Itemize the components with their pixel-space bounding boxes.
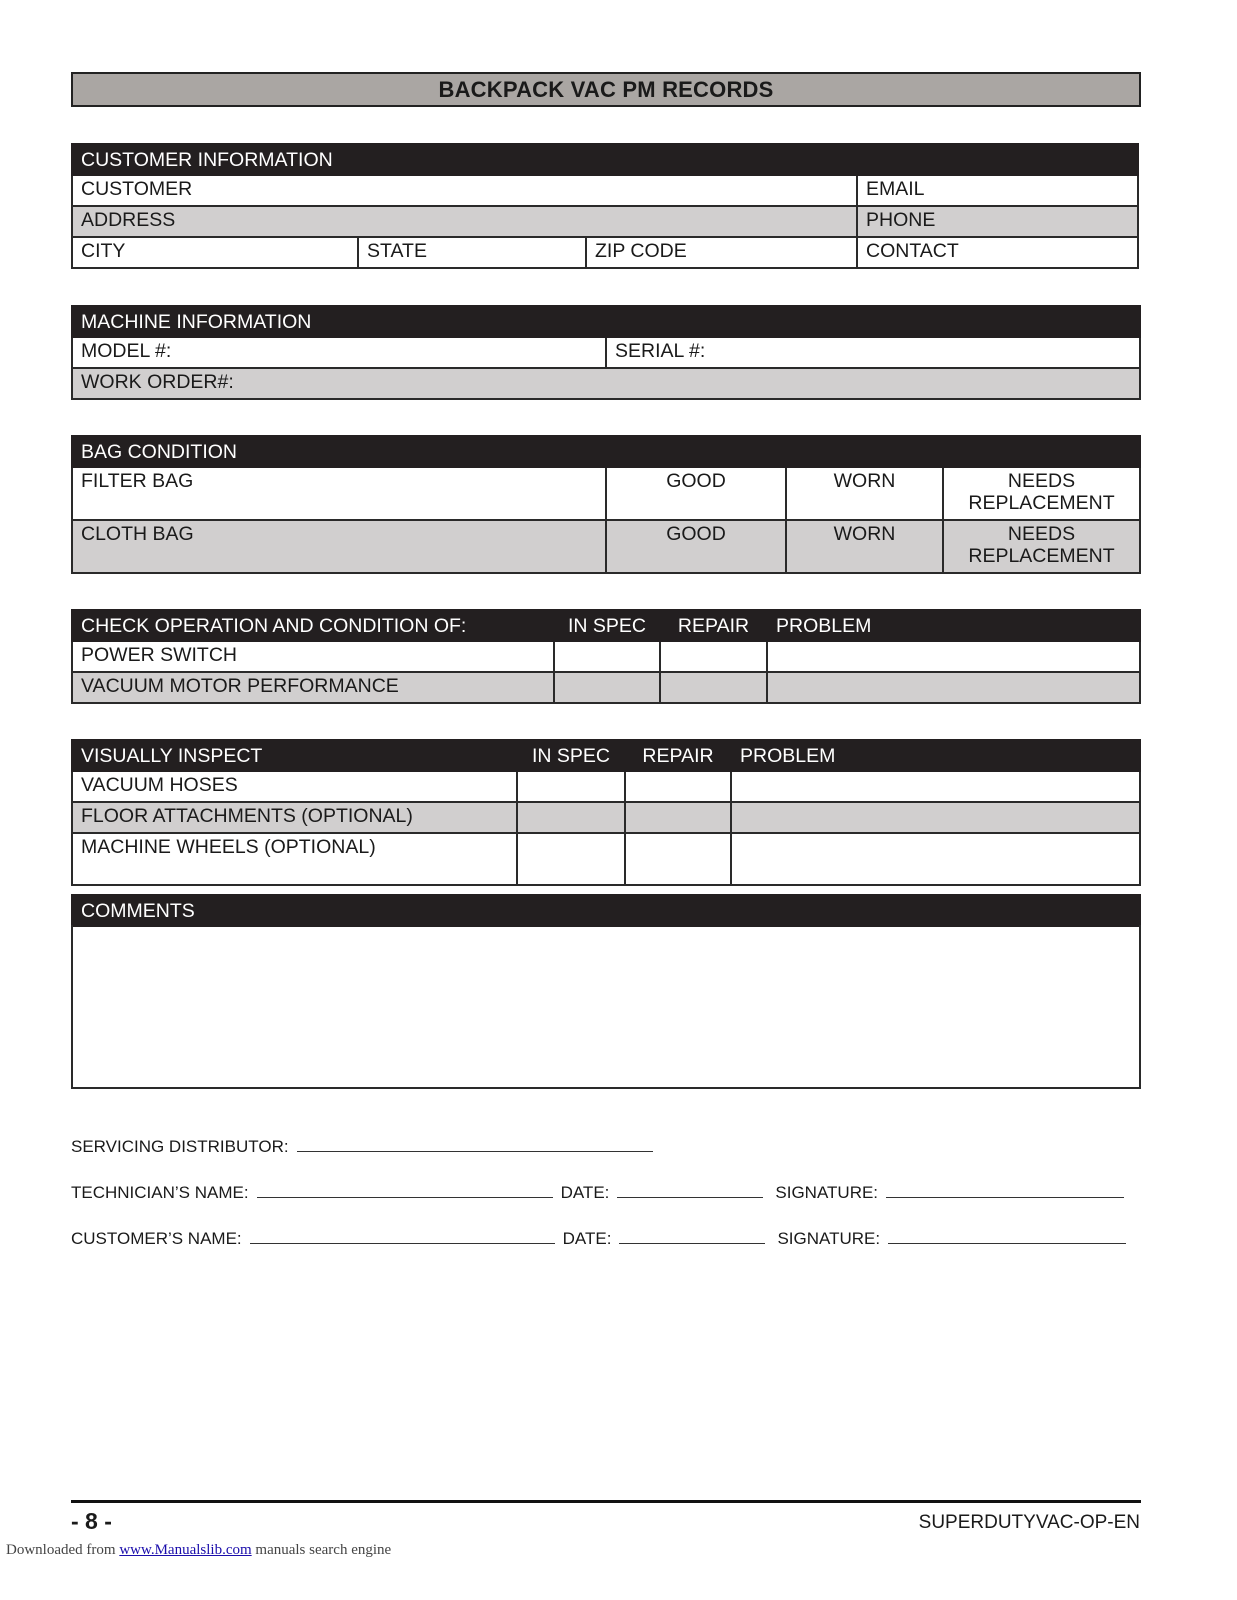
document-code: SUPERDUTYVAC-OP-EN <box>918 1512 1140 1533</box>
machine-wheels-in-spec-cell[interactable] <box>517 833 625 885</box>
bag-condition-header: BAG CONDITION <box>72 436 1140 467</box>
comments-table <box>71 894 1141 927</box>
download-note-suffix: manuals search engine <box>255 1542 392 1558</box>
customer-field[interactable]: CUSTOMER <box>72 175 857 206</box>
download-note-prefix: Downloaded from <box>6 1542 116 1558</box>
filter-bag-good-option[interactable]: GOOD <box>606 467 786 520</box>
cloth-bag-worn-option[interactable]: WORN <box>786 520 943 573</box>
manualslib-link[interactable]: www.Manualslib.com <box>119 1542 252 1558</box>
machine-wheels-label: MACHINE WHEELS (OPTIONAL) <box>72 833 517 885</box>
phone-field[interactable]: PHONE <box>857 206 1138 237</box>
customer-info-table <box>71 143 1139 269</box>
customer-date-line[interactable] <box>619 1228 765 1244</box>
state-field[interactable]: STATE <box>358 237 586 268</box>
cloth-bag-needs-replacement-option[interactable]: NEEDS REPLACEMENT <box>943 520 1140 573</box>
customer-signature-line[interactable] <box>888 1228 1126 1244</box>
servicing-distributor-row <box>71 1136 661 1157</box>
footer-rule <box>71 1500 1141 1503</box>
vacuum-motor-in-spec-cell[interactable] <box>554 672 660 703</box>
vacuum-motor-label: VACUUM MOTOR PERFORMANCE <box>72 672 554 703</box>
vacuum-hoses-in-spec-cell[interactable] <box>517 771 625 802</box>
vacuum-hoses-label: VACUUM HOSES <box>72 771 517 802</box>
vacuum-motor-repair-cell[interactable] <box>660 672 767 703</box>
filter-bag-label: FILTER BAG <box>72 467 606 520</box>
customer-name-label: CUSTOMER’S NAME: <box>71 1229 242 1248</box>
col-problem: PROBLEM <box>767 610 1140 641</box>
visual-inspect-table <box>71 739 1141 886</box>
check-operation-table <box>71 609 1141 704</box>
power-switch-in-spec-cell[interactable] <box>554 641 660 672</box>
vacuum-motor-problem-cell[interactable] <box>767 672 1140 703</box>
email-field[interactable]: EMAIL <box>857 175 1138 206</box>
technician-signature-label: SIGNATURE: <box>775 1183 879 1202</box>
technician-name-line[interactable] <box>257 1182 553 1198</box>
contact-field[interactable]: CONTACT <box>857 237 1138 268</box>
customer-signature-label: SIGNATURE: <box>777 1229 881 1248</box>
check-operation-header: CHECK OPERATION AND CONDITION OF: <box>72 610 554 641</box>
comments-area[interactable] <box>71 925 1141 1089</box>
customer-sign-row <box>71 1228 1126 1249</box>
filter-bag-worn-option[interactable]: WORN <box>786 467 943 520</box>
cloth-bag-good-option[interactable]: GOOD <box>606 520 786 573</box>
serial-field[interactable]: SERIAL #: <box>606 337 1140 368</box>
customer-date-label: DATE: <box>562 1229 612 1248</box>
vacuum-hoses-repair-cell[interactable] <box>625 771 731 802</box>
power-switch-problem-cell[interactable] <box>767 641 1140 672</box>
city-field[interactable]: CITY <box>72 237 358 268</box>
download-note <box>6 1542 391 1559</box>
technician-date-label: DATE: <box>560 1183 610 1202</box>
vacuum-hoses-problem-cell[interactable] <box>731 771 1140 802</box>
col-in-spec: IN SPEC <box>517 740 625 771</box>
machine-wheels-problem-cell[interactable] <box>731 833 1140 885</box>
work-order-field[interactable]: WORK ORDER#: <box>72 368 1140 399</box>
col-problem: PROBLEM <box>731 740 1140 771</box>
col-in-spec: IN SPEC <box>554 610 660 641</box>
bag-condition-table <box>71 435 1141 574</box>
zip-code-field[interactable]: ZIP CODE <box>586 237 857 268</box>
model-field[interactable]: MODEL #: <box>72 337 606 368</box>
power-switch-label: POWER SWITCH <box>72 641 554 672</box>
servicing-distributor-label: SERVICING DISTRIBUTOR: <box>71 1137 289 1156</box>
visual-inspect-header: VISUALLY INSPECT <box>72 740 517 771</box>
machine-wheels-repair-cell[interactable] <box>625 833 731 885</box>
customer-info-header: CUSTOMER INFORMATION <box>72 144 1138 175</box>
col-repair: REPAIR <box>660 610 767 641</box>
floor-attachments-in-spec-cell[interactable] <box>517 802 625 833</box>
technician-name-label: TECHNICIAN’S NAME: <box>71 1183 249 1202</box>
power-switch-repair-cell[interactable] <box>660 641 767 672</box>
technician-signature-line[interactable] <box>886 1182 1124 1198</box>
col-repair: REPAIR <box>625 740 731 771</box>
floor-attachments-label: FLOOR ATTACHMENTS (OPTIONAL) <box>72 802 517 833</box>
servicing-distributor-line[interactable] <box>297 1136 653 1152</box>
machine-info-table <box>71 305 1141 400</box>
page-title: BACKPACK VAC PM RECORDS <box>71 72 1141 107</box>
page-number: - 8 - <box>71 1508 112 1534</box>
machine-info-header: MACHINE INFORMATION <box>72 306 1140 337</box>
customer-name-line[interactable] <box>250 1228 555 1244</box>
address-field[interactable]: ADDRESS <box>72 206 857 237</box>
technician-row <box>71 1182 1124 1203</box>
floor-attachments-problem-cell[interactable] <box>731 802 1140 833</box>
cloth-bag-label: CLOTH BAG <box>72 520 606 573</box>
comments-header: COMMENTS <box>72 895 1140 926</box>
technician-date-line[interactable] <box>617 1182 763 1198</box>
floor-attachments-repair-cell[interactable] <box>625 802 731 833</box>
filter-bag-needs-replacement-option[interactable]: NEEDS REPLACEMENT <box>943 467 1140 520</box>
